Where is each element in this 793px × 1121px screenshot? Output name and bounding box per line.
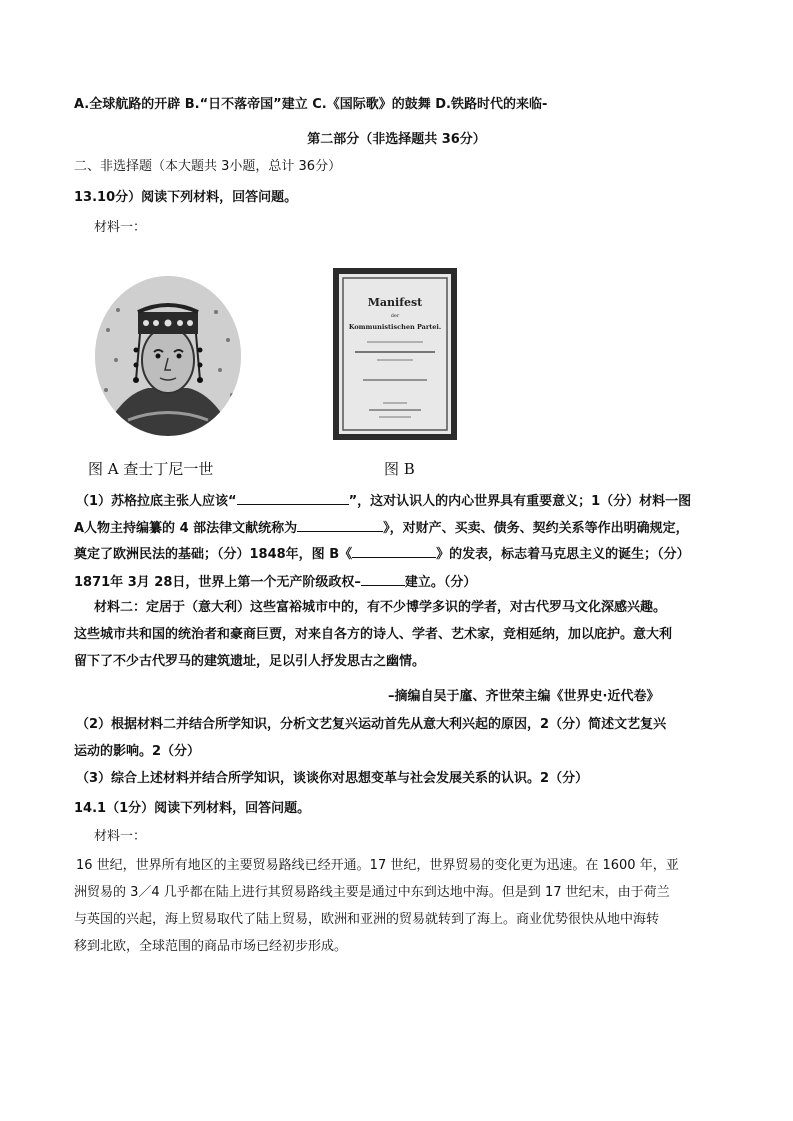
q14-material1-label: 材料一： xyxy=(94,829,147,844)
figure-a-justinian-portrait xyxy=(88,270,248,445)
q13-part1-line4-b: 建立。（分） xyxy=(404,575,477,590)
q13-material1-label: 材料一： xyxy=(94,220,147,235)
answer-blank-2[interactable] xyxy=(297,518,383,532)
q13-material2-line3: 留下了不少古代罗马的建筑遗址，足以引人抒发思古之幽情。 xyxy=(74,654,426,669)
q13-part1-line3 xyxy=(74,544,690,564)
figure-b-manifesto-cover xyxy=(333,268,457,440)
q14-material1-line2: 洲贸易的 3／4 几乎都在陆上进行其贸易路线主要是通过中东到达地中海。但是到 17 世纪末，由于荷兰 xyxy=(74,885,670,900)
q14-material1-line3: 与英国的兴起，海上贸易取代了陆上贸易，欧洲和亚洲的贸易就转到了海上。商业优势很快从地中海转 xyxy=(74,912,660,927)
part-title: 第二部分（非选择题共 36分） xyxy=(307,132,486,147)
q13-part1-line1-a: （1）苏格拉底主张人应该“ xyxy=(76,494,237,509)
q13-material2-line2: 这些城市共和国的统治者和豪商巨贾，对来自各方的诗人、学者、艺术家，竞相延纳，加以庇护。意大利 xyxy=(74,627,673,642)
q13-material2-source: –摘编自吴于廑、齐世荣主编《世界史·近代卷》 xyxy=(388,689,660,704)
q13-header: 13.10分）阅读下列材料，回答问题。 xyxy=(74,190,298,205)
options-line: A.全球航路的开辟 B.“日不落帝国”建立 C.《国际歌》的鼓舞 D.铁路时代的来临- xyxy=(74,97,548,112)
figure-a-caption: 图 A 查士丁尼一世 xyxy=(88,460,214,478)
q13-part1-line3-b: 》的发表，标志着马克思主义的诞生；（分） xyxy=(436,547,690,562)
q13-part1-line1 xyxy=(76,491,691,511)
q13-part2-line2: 运动的影响。2（分） xyxy=(74,744,201,759)
q13-part1-line2 xyxy=(74,518,689,538)
q14-material1-line1: 16 世纪，世界所有地区的主要贸易路线已经开通。17 世纪，世界贸易的变化更为迅速。在 1600 年，亚 xyxy=(76,858,679,873)
answer-blank-3[interactable] xyxy=(352,544,436,558)
q13-part3: （3）综合上述材料并结合所学知识，谈谈你对思想变革与社会发展关系的认识。2（分） xyxy=(76,771,589,786)
section-title: 二、非选择题（本大题共 3小题，总计 36分） xyxy=(74,159,342,174)
q13-part2-line1: （2）根据材料二并结合所学知识，分析文艺复兴运动首先从意大利兴起的原因，2（分）简述文艺复兴 xyxy=(76,717,667,732)
q13-part1-line4-a: 1871年 3月 28日，世界上第一个无产阶级政权– xyxy=(74,575,361,590)
manifesto-title-1: Manifest xyxy=(367,296,423,309)
q13-part1-line1-b: ”，这对认识人的内心世界具有重要意义；1（分）材料一图 xyxy=(348,494,692,509)
q14-header: 14.1（1分）阅读下列材料，回答问题。 xyxy=(74,801,311,816)
answer-blank-1[interactable] xyxy=(237,491,349,505)
q13-part1-line3-a: 奠定了欧洲民法的基础；（分）1848年，图 B《 xyxy=(74,547,353,562)
q13-part1-line2-b: 》，对财产、买卖、债务、契约关系等作出明确规定， xyxy=(383,521,689,536)
answer-blank-4[interactable] xyxy=(361,572,405,586)
q13-part1-line4 xyxy=(74,572,476,592)
manifesto-title-2: Kommunistischen Partei. xyxy=(348,323,442,331)
manifesto-der: der xyxy=(390,313,400,319)
figure-b-caption: 图 B xyxy=(384,460,415,478)
q13-part1-line2-a: A人物主持编纂的 4 部法律文献统称为 xyxy=(74,521,298,536)
q14-material1-line4: 移到北欧，全球范围的商品市场已经初步形成。 xyxy=(74,939,348,954)
q13-material2-line1: 材料二：定居于（意大利）这些富裕城市中的，有不少博学多识的学者，对古代罗马文化深感兴趣。 xyxy=(94,600,667,615)
